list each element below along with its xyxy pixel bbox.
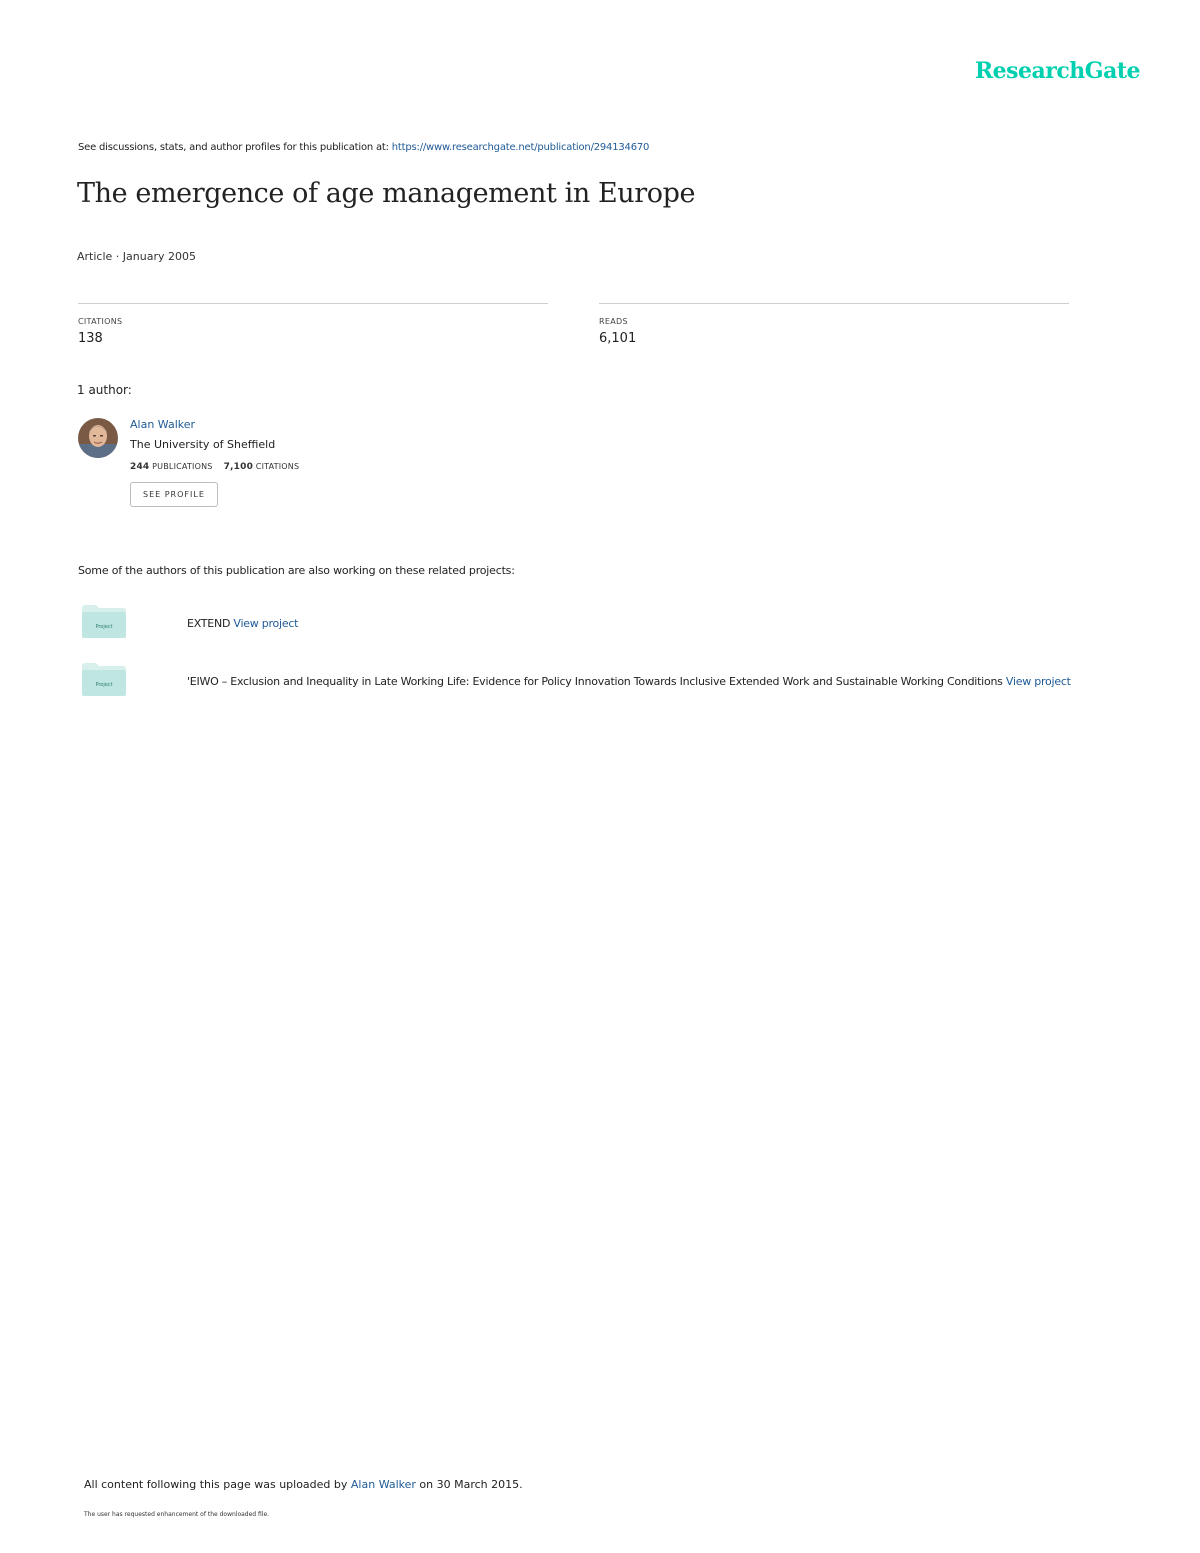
project-folder-icon [82, 662, 126, 696]
author-citations-count: 7,100 [223, 462, 254, 472]
project-folder-label: Project [95, 624, 113, 630]
upload-suffix: on 30 March 2015. [415, 1478, 523, 1491]
project-item [82, 662, 1142, 698]
upload-prefix: All content following this page was uploaded by [84, 1478, 351, 1491]
project-text [187, 675, 1071, 688]
author-metrics [130, 462, 299, 472]
project-folder-label: Project [95, 682, 113, 688]
upload-notice [84, 1478, 523, 1491]
author-citations-label: CITATIONS [255, 462, 300, 471]
uploader-link[interactable]: Alan Walker [350, 1478, 416, 1491]
researchgate-logo[interactable] [975, 58, 1140, 84]
project-text [187, 617, 298, 630]
citations-label: CITATIONS [78, 317, 123, 326]
publication-type-date: Article · January 2005 [77, 250, 196, 263]
authors-heading: 1 author: [77, 383, 132, 397]
project-item [82, 604, 1142, 640]
project-name: 'EIWO – Exclusion and Inequality in Late Working Life: Evidence for Policy Innovation Towards Inclusive Extended Work and Sustainable Working Conditions [187, 675, 1006, 688]
brand-name: ResearchGate [974, 58, 1140, 84]
publication-source-line [78, 142, 649, 153]
author-card [78, 418, 478, 528]
publication-title: The emergence of age management in Europe [77, 178, 696, 209]
see-profile-button[interactable]: SEE PROFILE [130, 482, 218, 507]
reads-label: READS [599, 317, 628, 326]
reads-value: 6,101 [599, 331, 637, 346]
author-affiliation: The University of Sheffield [130, 438, 276, 451]
author-publications-label: PUBLICATIONS [152, 462, 213, 471]
citations-stat [78, 303, 548, 346]
project-name: EXTEND [187, 617, 234, 630]
avatar[interactable] [78, 418, 118, 458]
author-info [130, 418, 299, 507]
source-intro-text: See discussions, stats, and author profiles for this publication at: [78, 142, 392, 153]
author-photo-icon [78, 418, 118, 458]
view-project-link[interactable]: View project [1005, 675, 1071, 688]
publication-url-link[interactable]: https://www.researchgate.net/publication/294134670 [391, 142, 650, 153]
author-name-link[interactable]: Alan Walker [130, 418, 196, 431]
reads-stat [599, 303, 1069, 346]
view-project-link[interactable]: View project [233, 617, 299, 630]
project-folder-icon [82, 604, 126, 638]
citations-value: 138 [78, 331, 103, 346]
enhancement-note: The user has requested enhancement of the downloaded file. [84, 1511, 270, 1518]
related-projects-heading: Some of the authors of this publication are also working on these related projects: [78, 564, 515, 577]
author-publications-count: 244 [130, 462, 150, 472]
